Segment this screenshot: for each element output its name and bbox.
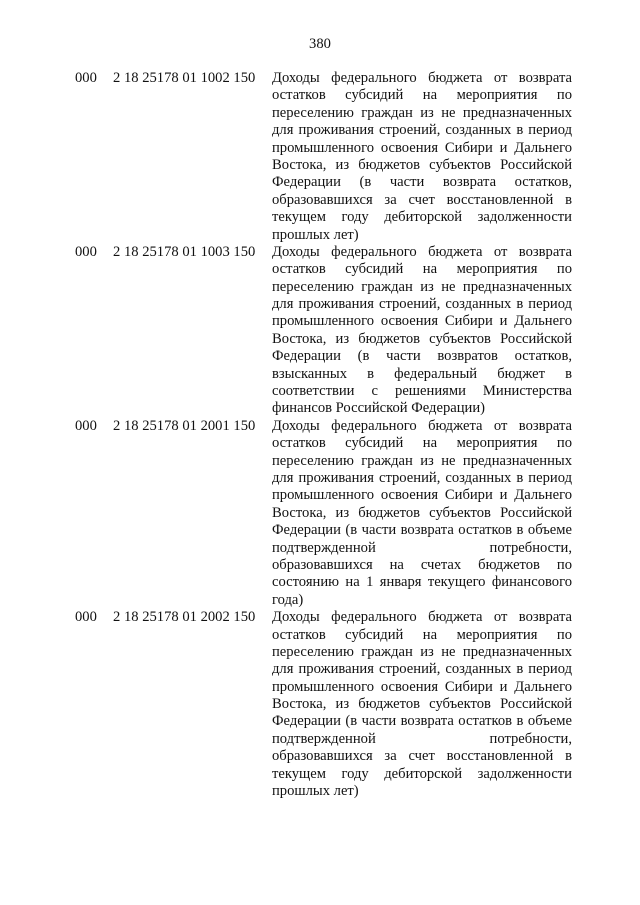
admin-code: 000 [75,243,97,260]
text-line: для проживания строений, созданных в период [272,296,572,313]
income-description [272,70,572,244]
budget-classification-code: 2 18 25178 01 1002 150 [113,70,256,86]
text-line: Доходы федерального бюджета от возврата [272,70,572,86]
budget-classification-code: 2 18 25178 01 2001 150 [113,417,256,434]
text-line: состоянию на 1 января текущего финансового [272,574,572,591]
text-line: Доходы федерального бюджета от возврата [272,243,572,260]
text-line: переселению граждан из не предназначенных [272,278,572,295]
text-line: Федерации (в части возврата остатков в объеме [272,713,572,730]
text-line: Доходы федерального бюджета от возврата [272,609,572,626]
admin-code: 000 [75,609,97,626]
text-line: Доходы федерального бюджета от возврата [272,417,572,434]
text-line: переселению граждан из не предназначенных [272,452,572,469]
text-line: Федерации (в части возврата остатков, [272,174,572,191]
budget-classification-code: 2 18 25178 01 1003 150 [113,243,256,260]
text-line: для проживания строений, созданных в период [272,661,572,678]
income-description [272,418,572,609]
page-number: 380 [309,36,331,52]
income-description [272,609,572,800]
text-line: для проживания строений, созданных в период [272,122,572,139]
admin-code: 000 [75,70,97,86]
text-line: образовавшихся за счет восстановленной в [272,748,572,765]
text-line: Востока, из бюджетов субъектов Российской [272,504,572,521]
table-row [0,70,640,244]
text-line: Востока, из бюджетов субъектов Российской [272,330,572,347]
text-line: года) [272,591,304,608]
text-line: подтвержденной потребности, [272,730,572,747]
text-line: взысканных в федеральный бюджет в [272,365,572,382]
admin-code: 000 [75,417,97,434]
text-line: переселению граждан из не предназначенных [272,643,572,660]
text-line: подтвержденной потребности, [272,539,572,556]
text-line: финансов Российской Федерации) [272,400,486,417]
text-line: Востока, из бюджетов субъектов Российской [272,696,572,713]
text-line: Федерации (в части возвратов остатков, [272,348,572,365]
table-row [0,609,640,800]
text-line: промышленного освоения Сибири и Дальнего [272,139,572,156]
text-line: соответствии с решениями Министерства [272,383,572,400]
text-line: остатков субсидий на мероприятия по [272,626,572,643]
budget-code-table [0,70,640,800]
text-line: переселению граждан из не предназначенных [272,104,572,121]
text-line: текущем году дебиторской задолженности [272,209,572,226]
text-line: Востока, из бюджетов субъектов Российской [272,156,572,173]
text-line: промышленного освоения Сибири и Дальнего [272,487,572,504]
text-line: прошлых лет) [272,783,359,800]
text-line: остатков субсидий на мероприятия по [272,435,572,452]
text-line: образовавшихся на счетах бюджетов по [272,556,572,573]
text-line: остатков субсидий на мероприятия по [272,87,572,104]
table-row [0,244,640,418]
text-line: промышленного освоения Сибири и Дальнего [272,313,572,330]
text-line: промышленного освоения Сибири и Дальнего [272,678,572,695]
text-line: текущем году дебиторской задолженности [272,765,572,782]
text-line: для проживания строений, созданных в период [272,469,572,486]
text-line: прошлых лет) [272,226,359,243]
budget-classification-code: 2 18 25178 01 2002 150 [113,609,256,626]
text-line: образовавшихся за счет восстановленной в [272,191,572,208]
text-line: остатков субсидий на мероприятия по [272,261,572,278]
income-description [272,244,572,418]
table-row [0,418,640,609]
text-line: Федерации (в части возврата остатков в объеме [272,522,572,539]
